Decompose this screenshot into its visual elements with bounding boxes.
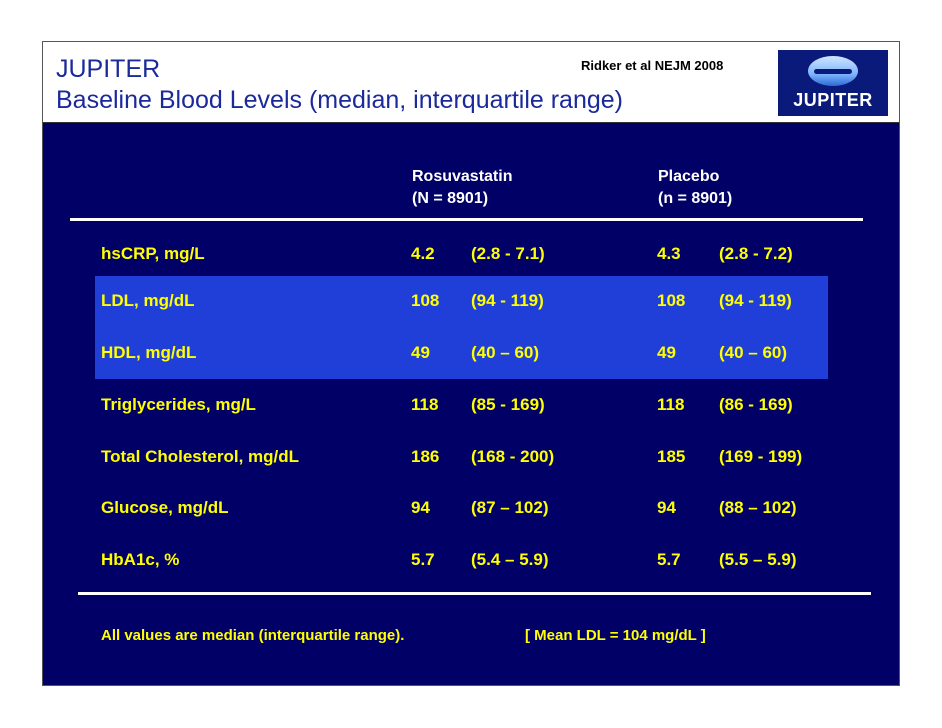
rosuvastatin-median: 108 <box>411 291 440 310</box>
col-n-rosuvastatin: (N = 8901) <box>412 190 489 207</box>
slide <box>42 41 900 686</box>
row-label: Glucose, mg/dL <box>101 498 229 517</box>
placebo-iqr: (88 – 102) <box>719 498 797 517</box>
row-label: hsCRP, mg/L <box>101 244 205 263</box>
rosuvastatin-iqr: (168 - 200) <box>471 447 555 466</box>
placebo-median: 185 <box>657 447 686 466</box>
rosuvastatin-median: 186 <box>411 447 440 466</box>
rosuvastatin-iqr: (94 - 119) <box>471 291 544 310</box>
placebo-iqr: (2.8 - 7.2) <box>719 244 793 263</box>
rosuvastatin-median: 4.2 <box>411 244 435 263</box>
rosuvastatin-iqr: (85 - 169) <box>471 395 545 414</box>
placebo-iqr: (94 - 119) <box>719 291 792 310</box>
footnote-median: All values are median (interquartile range). <box>101 627 405 644</box>
placebo-median: 94 <box>657 498 676 517</box>
jupiter-logo <box>778 50 888 116</box>
top-divider <box>70 218 863 221</box>
logo-text: JUPITER <box>793 90 873 110</box>
row-label: Triglycerides, mg/L <box>101 395 256 414</box>
placebo-iqr: (169 - 199) <box>719 447 803 466</box>
logo-emblem-icon <box>808 56 858 86</box>
placebo-iqr: (86 - 169) <box>719 395 793 414</box>
row-label: Total Cholesterol, mg/dL <box>101 447 300 466</box>
bottom-divider <box>78 592 871 595</box>
table-row <box>101 395 861 417</box>
col-name-placebo: Placebo <box>658 168 720 185</box>
table-row <box>101 447 861 469</box>
slide-header <box>43 42 899 123</box>
table-row <box>101 244 861 266</box>
row-label: HDL, mg/dL <box>101 343 197 362</box>
placebo-iqr: (5.5 – 5.9) <box>719 550 797 569</box>
rosuvastatin-iqr: (5.4 – 5.9) <box>471 550 549 569</box>
col-name-rosuvastatin: Rosuvastatin <box>412 168 513 185</box>
rosuvastatin-median: 94 <box>411 498 430 517</box>
col-header-rosuvastatin <box>412 166 512 210</box>
citation: Ridker et al NEJM 2008 <box>581 58 724 73</box>
placebo-median: 49 <box>657 343 676 362</box>
footnote-mean-ldl: [ Mean LDL = 104 mg/dL ] <box>525 627 706 644</box>
slide-title: JUPITER <box>56 55 161 83</box>
rosuvastatin-median: 49 <box>411 343 430 362</box>
table-row <box>101 343 861 365</box>
rosuvastatin-median: 118 <box>411 395 439 414</box>
placebo-median: 118 <box>657 395 685 414</box>
rosuvastatin-iqr: (40 – 60) <box>471 343 540 362</box>
placebo-median: 4.3 <box>657 244 681 263</box>
rosuvastatin-iqr: (2.8 - 7.1) <box>471 244 545 263</box>
rosuvastatin-median: 5.7 <box>411 550 435 569</box>
placebo-median: 108 <box>657 291 686 310</box>
col-n-placebo: (n = 8901) <box>658 190 733 207</box>
table-row <box>101 550 861 572</box>
row-label: HbA1c, % <box>101 550 180 569</box>
placebo-median: 5.7 <box>657 550 681 569</box>
row-label: LDL, mg/dL <box>101 291 195 310</box>
col-header-placebo <box>658 166 732 210</box>
slide-subtitle: Baseline Blood Levels (median, interquartile range) <box>56 86 623 114</box>
table-row <box>101 291 861 313</box>
placebo-iqr: (40 – 60) <box>719 343 788 362</box>
rosuvastatin-iqr: (87 – 102) <box>471 498 549 517</box>
table-row <box>101 498 861 520</box>
